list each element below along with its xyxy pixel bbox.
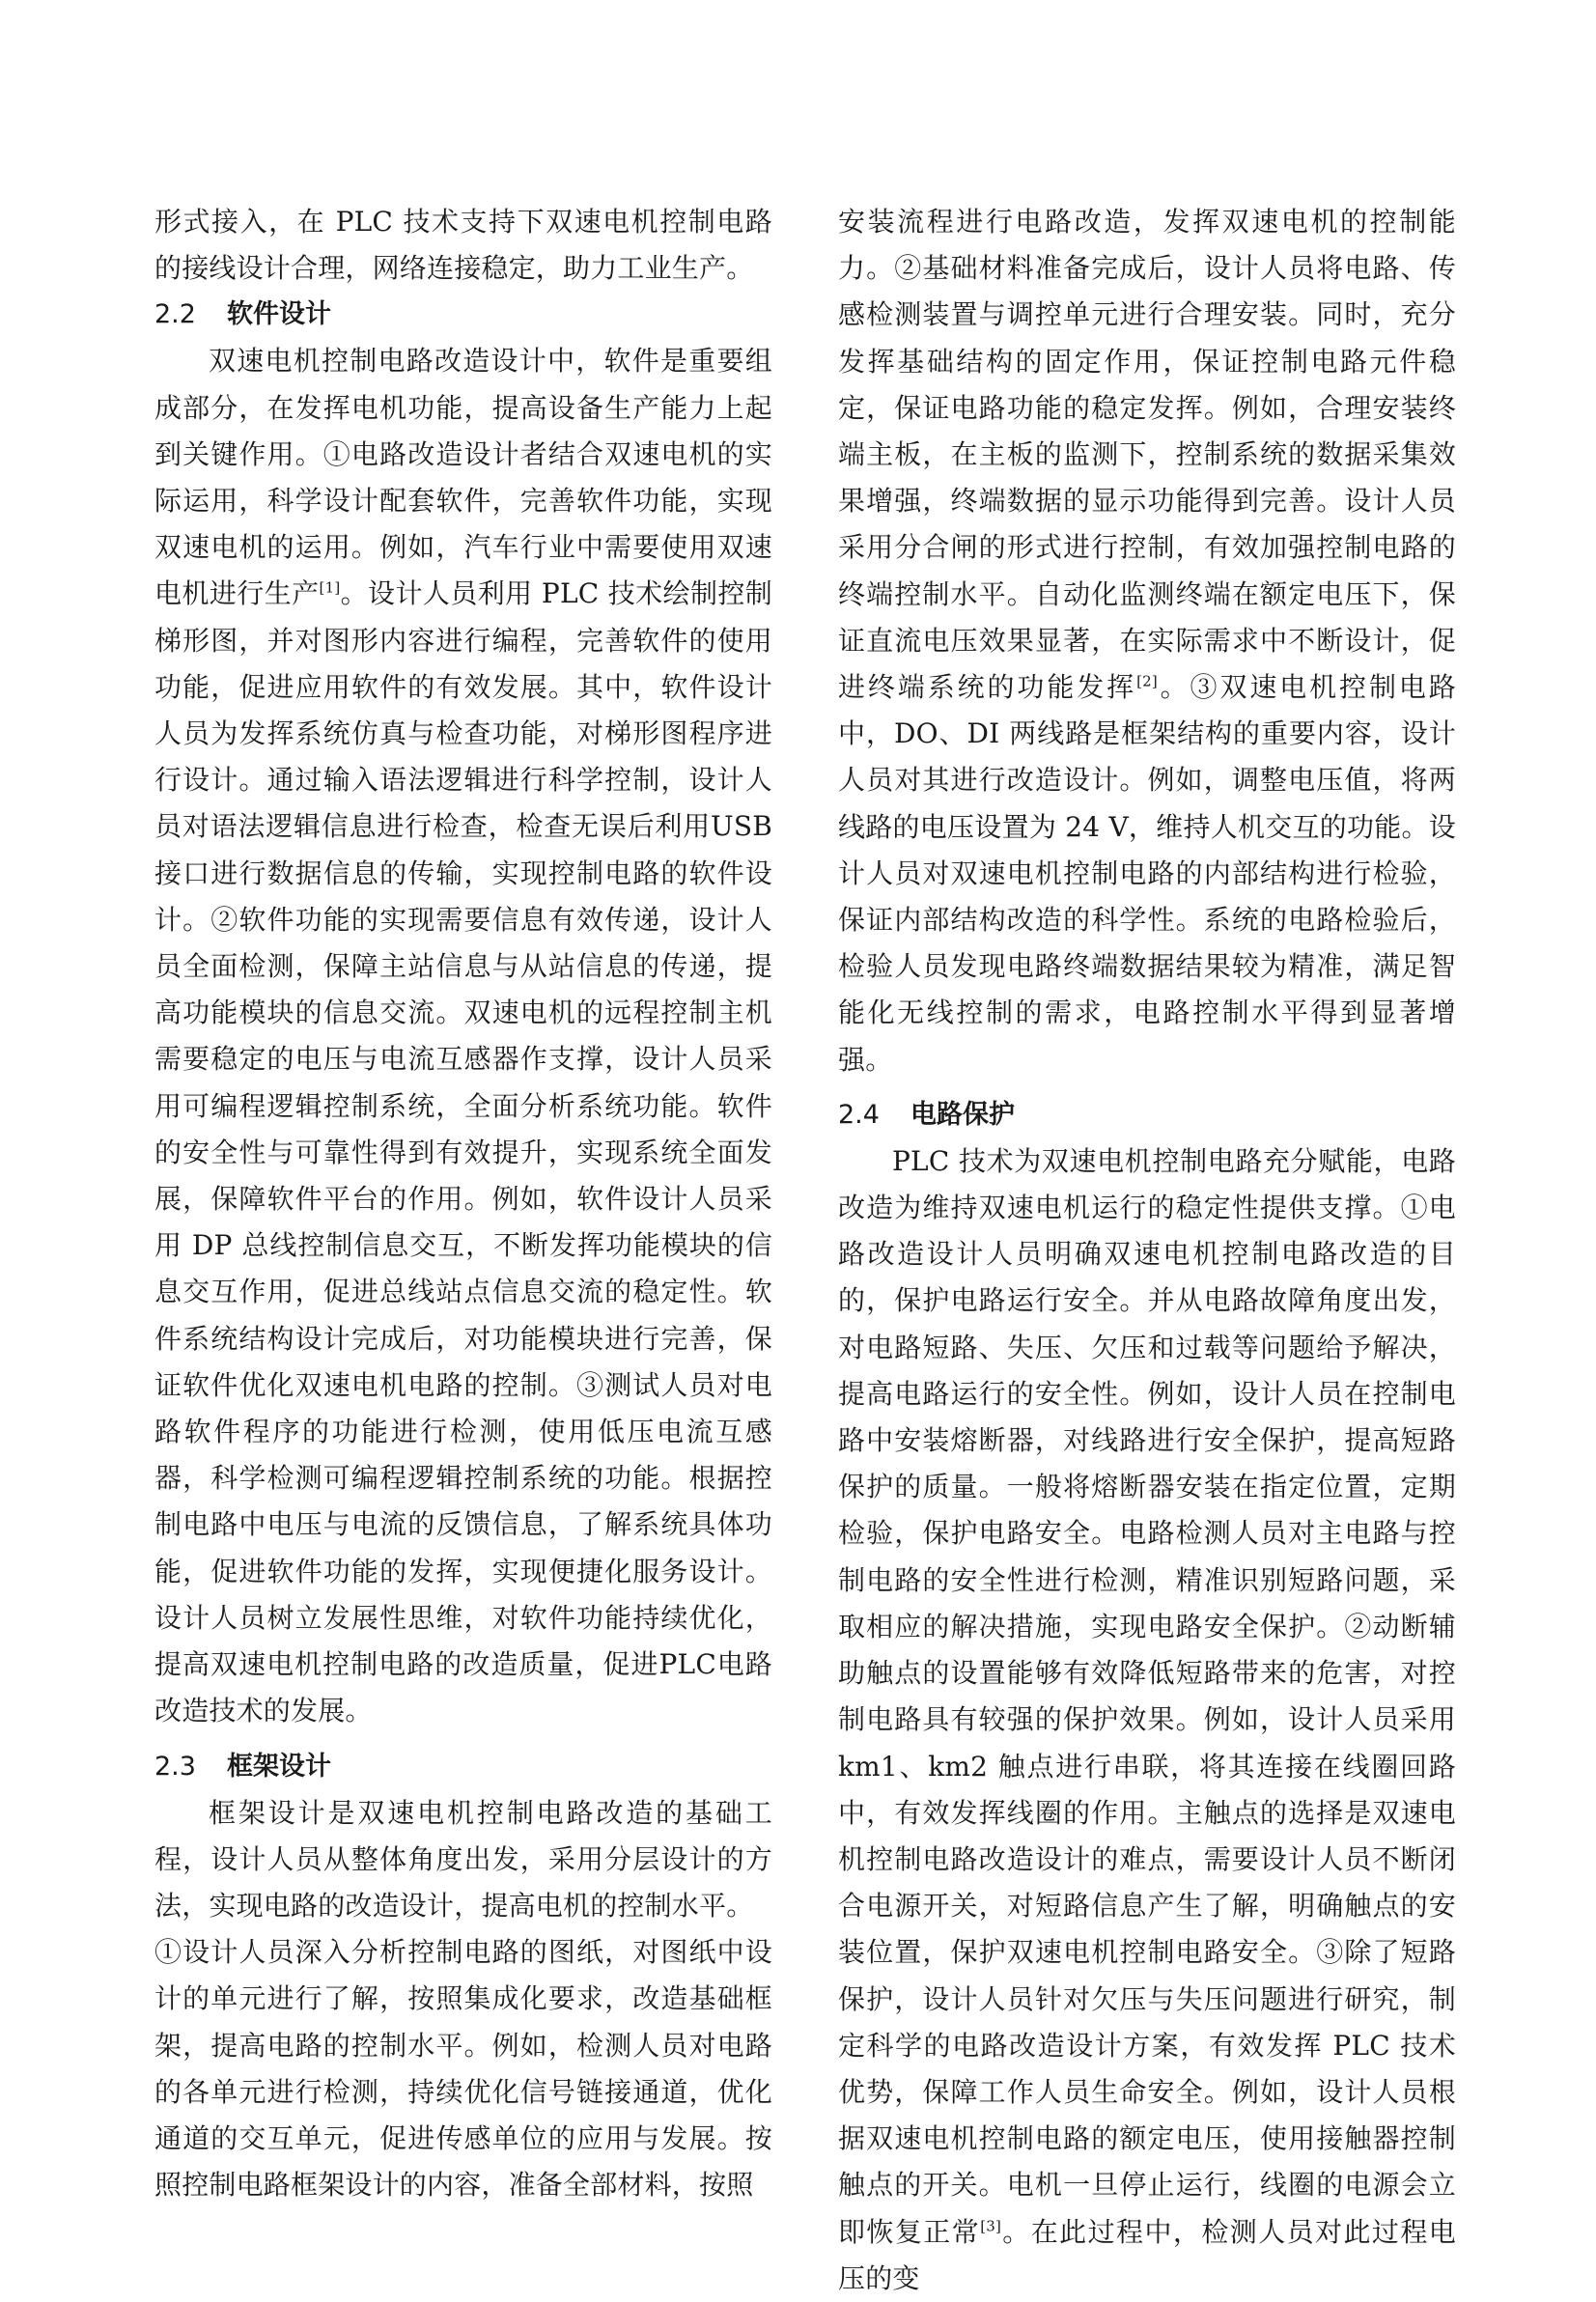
- section-2-4-heading: [838, 1092, 1456, 1138]
- section-number: 2.4: [838, 1099, 880, 1130]
- section-2-4-body: [838, 1138, 1456, 2302]
- left-column: [154, 199, 772, 2208]
- body-text: 安装流程进行电路改造，发挥双速电机的控制能力。②基础材料准备完成后，设计人员将电路、传感检测装置与调控单元进行合理安装。同时，充分发挥基础结构的固定作用，保证控制电路元件稳定，保证电路功能的稳定发挥。例如，合理安装终端主板，在主板的监测下，控制系统的数据采集效果增强，终端数据的显示功能得到完善。设计人员采用分合闸的形式进行控制，有效加强控制电路的终端控制水平。自动化监测终端在额定电压下，保证直流电压效果显著，在实际需求中不断设计，促进终端系统的功能发挥: [838, 206, 1456, 704]
- section-2-3-heading: [154, 1744, 772, 1790]
- paragraph-continued: [838, 199, 1456, 1083]
- citation-ref: [1]: [319, 579, 341, 598]
- section-2-3-body: 框架设计是双速电机控制电路改造的基础工程，设计人员从整体角度出发，采用分层设计的方法，实现电路的改造设计，提高电机的控制水平。: [154, 1796, 772, 1922]
- section-number: 2.3: [154, 1751, 196, 1782]
- body-text: 。③双速电机控制电路中，DO、DI 两线路是框架结构的重要内容，设计人员对其进行改造设计。例如，调整电压值，将两线路的电压设置为 24 V，维持人机交互的功能。设计人员对双速电机控制电路的内部结构进行检验，保证内部结构改造的科学性。系统的电路检验后，检验人员发现电路终端数据结果较为精准，满足智能化无线控制的需求，电路控制水平得到显著增强。: [838, 671, 1456, 1076]
- section-title: 框架设计: [227, 1751, 331, 1782]
- citation-ref: [2]: [1136, 672, 1158, 690]
- section-2-2-body: [154, 338, 772, 1734]
- citation-ref: [3]: [980, 2217, 1002, 2235]
- paragraph-intro: 形式接入，在 PLC 技术支持下双速电机控制电路的接线设计合理，网络连接稳定，助力工业生产。: [154, 206, 772, 285]
- body-text: 。在此过程中，检测人员对此过程电压的变: [838, 2215, 1456, 2294]
- section-2-3-body-cont: ①设计人员深入分析控制电路的图纸，对图纸中设计的单元进行了解，按照集成化要求，改造基础框架，提高电路的控制水平。例如，检测人员对电路的各单元进行检测，持续优化信号链接通道，优化通道的交互单元，促进传感单位的应用与发展。按照控制电路框架设计的内容，准备全部材料，按照: [154, 1936, 772, 2202]
- section-number: 2.2: [154, 299, 196, 330]
- section-title: 软件设计: [227, 299, 331, 330]
- body-text: PLC 技术为双速电机控制电路充分赋能，电路改造为维持双速电机运行的稳定性提供支撑。①电路改造设计人员明确双速电机控制电路改造的目的，保护电路运行安全。并从电路故障角度出发，对电路短路、失压、欠压和过载等问题给予解决，提高电路运行的安全性。例如，设计人员在控制电路中安装熔断器，对线路进行安全保护，提高短路保护的质量。一般将熔断器安装在指定位置，定期检验，保护电路安全。电路检测人员对主电路与控制电路的安全性进行检测，精准识别短路问题，采取相应的解决措施，实现电路安全保护。②动断辅助触点的设置能够有效降低短路带来的危害，对控制电路具有较强的保护效果。例如，设计人员采用 km1、km2 触点进行串联，将其连接在线圈回路中，有效发挥线圈的作用。主触点的选择是双速电机控制电路改造设计的难点，需要设计人员不断闭合电源开关，对短路信息产生了解，明确触点的安装位置，保护双速电机控制电路安全。③除了短路保护，设计人员针对欠压与失压问题进行研究，制定科学的电路改造设计方案，有效发挥 PLC 技术优势，保障工作人员生命安全。例如，设计人员根据双速电机控制电路的额定电压，使用接触器控制触点的开关。电机一旦停止运行，线圈的电源会立即恢复正常: [838, 1144, 1456, 2248]
- body-text: 双速电机控制电路改造设计中，软件是重要组成部分，在发挥电机功能，提高设备生产能力上起到关键作用。①电路改造设计者结合双速电机的实际运用，科学设计配套软件，完善软件功能，实现双速电机的运用。例如，汽车行业中需要使用双速电机进行生产: [154, 345, 772, 610]
- right-column: [838, 199, 1456, 2302]
- section-2-2-heading: [154, 292, 772, 338]
- body-text: 。设计人员利用 PLC 技术绘制控制梯形图，并对图形内容进行编程，完善软件的使用功能，促进应用软件的有效发展。其中，软件设计人员为发挥系统仿真与检查功能，对梯形图程序进行设计。通过输入语法逻辑进行科学控制，设计人员对语法逻辑信息进行检查，检查无误后利用USB接口进行数据信息的传输，实现控制电路的软件设计。②软件功能的实现需要信息有效传递，设计人员全面检测，保障主站信息与从站信息的传递，提高功能模块的信息交流。双速电机的远程控制主机需要稳定的电压与电流互感器作支撑，设计人员采用可编程逻辑控制系统，全面分析系统功能。软件的安全性与可靠性得到有效提升，实现系统全面发展，保障软件平台的作用。例如，软件设计人员采用 DP 总线控制信息交互，不断发挥功能模块的信息交互作用，促进总线站点信息交流的稳定性。软件系统结构设计完成后，对功能模块进行完善，保证软件优化双速电机电路的控制。③测试人员对电路软件程序的功能进行检测，使用低压电流互感器，科学检测可编程逻辑控制系统的功能。根据控制电路中电压与电流的反馈信息，了解系统具体功能，促进软件功能的发挥，实现便捷化服务设计。设计人员树立发展性思维，对软件功能持续优化，提高双速电机控制电路的改造质量，促进PLC电路改造技术的发展。: [154, 577, 773, 1727]
- section-title: 电路保护: [910, 1099, 1015, 1130]
